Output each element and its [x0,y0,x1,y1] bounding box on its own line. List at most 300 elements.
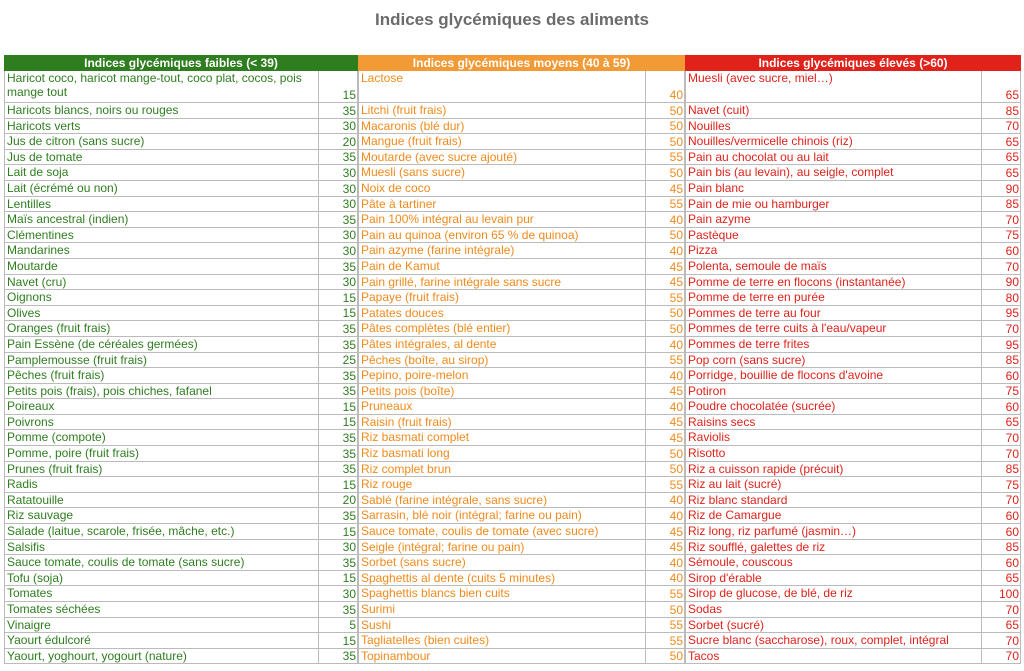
gi-value: 15 [318,633,356,648]
gi-value: 75 [981,384,1019,399]
gi-value: 15 [318,399,356,414]
food-name: Yaourt, yoghourt, yogourt (nature) [7,648,187,663]
food-name: Litchi (fruit frais) [361,103,447,117]
gi-value: 70 [981,649,1019,664]
table-row [5,586,357,602]
table-row [5,399,357,415]
gi-value: 55 [645,290,683,305]
food-name: Sorbet (sans sucre) [361,555,466,570]
table-row [5,477,357,493]
table-row [359,415,684,431]
table-row [359,134,684,150]
table-row [5,633,357,649]
table-row [359,618,684,634]
low-gi-rows [4,71,358,664]
table-row [359,508,684,524]
table-row [5,649,357,665]
food-name: Petits pois (frais), pois chiches, fafanel [7,383,212,398]
gi-value: 50 [645,103,683,118]
gi-value: 35 [318,384,356,399]
food-name: Sémoule, couscous [688,555,793,570]
gi-value: 65 [981,165,1019,180]
table-row [359,571,684,587]
table-row [686,477,1020,493]
table-row [359,462,684,478]
food-name: Pomme, poire (fruit frais) [7,446,140,461]
food-name: Spaghettis al dente (cuits 5 minutes) [361,570,556,585]
gi-value: 65 [981,150,1019,165]
table-row [359,477,684,493]
table-row [5,571,357,587]
gi-value: 50 [645,446,683,461]
food-name: Clémentines [7,227,74,242]
table-row [359,524,684,540]
food-name: Poivrons [7,414,54,429]
food-name: Surimi [361,602,396,616]
gi-value: 85 [981,197,1019,212]
table-row [359,259,684,275]
food-name: Poireaux [7,399,55,414]
table-row [5,555,357,571]
table-row [686,275,1020,291]
page-title: Indices glycémiques des aliments [374,10,649,29]
gi-value: 70 [981,602,1019,617]
table-row [5,493,357,509]
food-name: Haricots verts [7,118,81,133]
gi-value: 30 [318,586,356,601]
table-row [359,337,684,353]
food-name: Haricot coco, haricot mange-tout, coco plat, cocos, pois mange tout [7,71,302,99]
table-row [5,446,357,462]
low-gi-column [4,55,358,664]
food-name: Pommes de terre frites [688,336,810,351]
medium-gi-rows [358,71,685,664]
food-name: Pâtes intégrales, al dente [361,336,497,351]
gi-value: 15 [318,71,356,102]
gi-value: 75 [981,228,1019,243]
food-name: Riz a cuisson rapide (précuit) [688,461,844,476]
food-name: Muesli (avec sucre, miel…) [688,71,833,85]
table-row [686,337,1020,353]
table-row [5,321,357,337]
food-name: Pain azyme [688,212,751,227]
gi-value: 70 [981,119,1019,134]
table-row [686,540,1020,556]
food-name: Raisins secs [688,414,756,429]
gi-value: 60 [981,555,1019,570]
gi-value: 45 [645,259,683,274]
gi-value: 30 [318,275,356,290]
gi-value: 35 [318,321,356,336]
table-row [5,228,357,244]
table-row [686,586,1020,602]
high-gi-column [685,55,1021,664]
table-row [5,430,357,446]
food-name: Pomme de terre en flocons (instantanée) [688,274,906,289]
table-row [686,306,1020,322]
table-row [5,243,357,259]
gi-value: 40 [645,508,683,523]
food-name: Pommes de terre au four [688,305,821,320]
gi-value: 55 [645,197,683,212]
table-row [5,165,357,181]
table-row [5,134,357,150]
food-name: Riz de Camargue [688,508,782,523]
gi-value: 35 [318,462,356,477]
food-name: Moutarde (avec sucre ajouté) [361,149,518,164]
food-name: Patates douces [361,305,444,320]
table-row [359,103,684,119]
table-row [5,71,357,103]
table-row [359,430,684,446]
gi-value: 15 [318,524,356,539]
gi-value: 70 [981,493,1019,508]
table-row [359,119,684,135]
food-name: Pain au chocolat ou au lait [688,149,829,164]
gi-value: 70 [981,212,1019,227]
table-row [686,524,1020,540]
food-name: Ratatouille [7,492,64,507]
food-name: Tacos [688,648,720,663]
gi-value: 40 [645,243,683,258]
food-name: Riz complet brun [361,461,452,476]
gi-value: 45 [645,275,683,290]
food-name: Pizza [688,243,718,258]
food-name: Topinambour [361,648,431,663]
gi-value: 70 [981,259,1019,274]
table-row [359,197,684,213]
food-name: Yaourt édulcoré [7,633,91,648]
food-name: Oranges (fruit frais) [7,321,111,336]
gi-value: 50 [645,602,683,617]
gi-value: 55 [645,633,683,648]
gi-value: 20 [318,134,356,149]
food-name: Poudre chocolatée (sucrée) [688,399,836,414]
gi-value: 35 [318,602,356,617]
food-name: Mangue (fruit frais) [361,134,462,149]
food-name: Sauce tomate, coulis de tomate (sans sucre) [7,555,245,570]
food-name: Raisin (fruit frais) [361,414,452,429]
gi-value: 40 [645,493,683,508]
gi-value: 25 [318,353,356,368]
food-name: Haricots blancs, noirs ou rouges [7,103,179,117]
gi-value: 40 [645,368,683,383]
gi-value: 50 [645,228,683,243]
table-row [359,353,684,369]
food-name: Pommes de terre cuits à l'eau/vapeur [688,321,887,336]
gi-value: 35 [318,103,356,118]
food-name: Pâte à tartiner [361,196,437,211]
gi-value: 85 [981,540,1019,555]
table-row [5,212,357,228]
gi-value: 15 [318,415,356,430]
gi-value: 65 [981,571,1019,586]
gi-value: 30 [318,119,356,134]
gi-value: 15 [318,306,356,321]
table-row [686,181,1020,197]
food-name: Nouilles/vermicelle chinois (riz) [688,134,853,149]
gi-value: 55 [645,150,683,165]
table-row [686,290,1020,306]
food-name: Pop corn (sans sucre) [688,352,806,367]
gi-value: 30 [318,243,356,258]
food-name: Pastèque [688,227,739,242]
table-row [686,649,1020,665]
gi-value: 65 [981,134,1019,149]
table-row [359,275,684,291]
food-name: Macaronis (blé dur) [361,118,465,133]
gi-value: 80 [981,290,1019,305]
food-name: Risotto [688,446,726,461]
table-row [359,368,684,384]
gi-value: 55 [645,477,683,492]
gi-value: 60 [981,399,1019,414]
gi-value: 45 [645,181,683,196]
table-row [5,119,357,135]
table-row [686,618,1020,634]
gi-value: 30 [318,197,356,212]
gi-value: 30 [318,228,356,243]
food-name: Riz rouge [361,477,413,492]
food-name: Olives [7,305,41,320]
food-name: Lait (écrémé ou non) [7,180,118,195]
table-row [359,384,684,400]
food-name: Navet (cuit) [688,103,750,117]
table-row [686,633,1020,649]
food-name: Navet (cru) [7,274,67,289]
food-name: Sodas [688,602,723,616]
gi-value: 100 [981,586,1019,601]
food-name: Vinaigre [7,617,51,632]
gi-value: 15 [318,477,356,492]
food-name: Sauce tomate, coulis de tomate (avec sucre) [361,524,599,539]
food-name: Pain azyme (farine intégrale) [361,243,515,258]
food-name: Sucre blanc (saccharose), roux, complet, intégral [688,633,949,648]
table-row [359,290,684,306]
high-gi-header: Indices glycémiques élevés (>60) [685,55,1021,71]
table-row [686,430,1020,446]
gi-value: 50 [645,649,683,664]
table-row [5,103,357,119]
gi-value: 95 [981,306,1019,321]
table-row [359,649,684,665]
gi-value: 50 [645,306,683,321]
table-row [686,571,1020,587]
gi-value: 35 [318,430,356,445]
gi-value: 60 [981,368,1019,383]
table-row [686,384,1020,400]
table-row [359,228,684,244]
food-name: Porridge, bouillie de flocons d'avoine [688,368,884,383]
gi-value: 35 [318,368,356,383]
table-row [686,353,1020,369]
medium-gi-column [358,55,685,664]
food-name: Petits pois (boîte) [361,383,455,398]
food-name: Riz au lait (sucré) [688,477,782,492]
gi-value: 55 [645,353,683,368]
food-name: Lait de soja [7,165,69,180]
gi-value: 70 [981,446,1019,461]
food-name: Potiron [688,383,727,398]
food-name: Sarrasin, blé noir (intégral; farine ou pain) [361,508,582,523]
gi-value: 90 [981,181,1019,196]
food-name: Pain 100% intégral au levain pur [361,212,534,227]
gi-value: 35 [318,259,356,274]
table-row [5,462,357,478]
food-name: Pain au quinoa (environ 65 % de quinoa) [361,227,579,242]
table-row [359,181,684,197]
food-name: Riz basmati complet [361,430,470,445]
gi-value: 65 [981,71,1019,102]
table-row [5,197,357,213]
gi-value: 60 [981,508,1019,523]
table-row [359,399,684,415]
food-name: Riz long, riz parfumé (jasmin…) [688,524,857,539]
table-row [5,275,357,291]
table-row [359,321,684,337]
food-name: Pain Essène (de céréales germées) [7,336,198,351]
table-row [686,228,1020,244]
table-row [686,259,1020,275]
gi-value: 55 [645,586,683,601]
food-name: Papaye (fruit frais) [361,290,460,305]
food-name: Riz basmati long [361,446,450,461]
table-row [5,353,357,369]
table-row [359,602,684,618]
table-row [686,555,1020,571]
table-row [5,415,357,431]
table-row [686,508,1020,524]
gi-value: 35 [318,212,356,227]
food-name: Pomme (compote) [7,430,106,445]
gi-value: 60 [981,243,1019,258]
gi-value: 50 [645,119,683,134]
food-name: Sablé (farine intégrale, sans sucre) [361,492,548,507]
gi-value: 40 [645,571,683,586]
gi-value: 85 [981,103,1019,118]
gi-value: 70 [981,633,1019,648]
food-name: Raviolis [688,430,731,445]
table-row [359,446,684,462]
food-name: Jus de citron (sans sucre) [7,134,145,149]
table-row [359,306,684,322]
table-row [686,212,1020,228]
table-row [686,150,1020,166]
table-row [359,540,684,556]
table-row [5,259,357,275]
food-name: Pain bis (au levain), au seigle, complet [688,165,894,180]
table-row [5,150,357,166]
gi-value: 60 [981,524,1019,539]
table-row [359,633,684,649]
food-name: Pain grillé, farine intégrale sans sucre [361,274,562,289]
gi-value: 35 [318,555,356,570]
table-row [5,306,357,322]
food-name: Pamplemousse (fruit frais) [7,352,148,367]
food-name: Maïs ancestral (indien) [7,212,129,227]
table-row [359,586,684,602]
gi-value: 30 [318,181,356,196]
gi-value: 40 [645,399,683,414]
gi-value: 45 [645,540,683,555]
food-name: Lentilles [7,196,52,211]
food-name: Riz blanc standard [688,492,788,507]
gi-value: 15 [318,290,356,305]
table-row [686,119,1020,135]
table-row [359,493,684,509]
table-row [5,602,357,618]
food-name: Pain de Kamut [361,258,440,273]
gi-value: 50 [645,134,683,149]
gi-value: 75 [981,477,1019,492]
food-name: Tofu (soja) [7,570,64,585]
table-row [686,399,1020,415]
gi-value: 65 [981,618,1019,633]
gi-value: 70 [981,321,1019,336]
table-row [5,337,357,353]
food-name: Spaghettis blancs bien cuits [361,586,510,601]
gi-value: 35 [318,649,356,664]
food-name: Tomates [7,586,53,601]
food-name: Pêches (boîte, au sirop) [361,352,489,367]
gi-value: 45 [645,430,683,445]
gi-value: 40 [645,555,683,570]
food-name: Pain blanc [688,180,745,195]
table-row [686,462,1020,478]
table-row [686,321,1020,337]
table-row [359,212,684,228]
gi-value: 40 [645,71,683,102]
table-row [359,243,684,259]
food-name: Prunes (fruit frais) [7,461,103,476]
food-name: Sirop de glucose, de blé, de riz [688,586,853,601]
gi-value: 45 [645,415,683,430]
gi-value: 30 [318,165,356,180]
food-name: Riz sauvage [7,508,74,523]
gi-value: 35 [318,337,356,352]
table-row [686,71,1020,103]
gi-value: 50 [645,321,683,336]
table-row [5,368,357,384]
food-name: Sushi [361,617,392,632]
food-name: Pêches (fruit frais) [7,368,105,383]
food-name: Riz soufflé, galettes de riz [688,539,826,554]
table-row [5,540,357,556]
table-row [686,602,1020,618]
table-row [686,103,1020,119]
gi-value: 55 [645,618,683,633]
gi-value: 35 [318,446,356,461]
food-name: Jus de tomate [7,149,83,164]
table-row [5,508,357,524]
food-name: Tagliatelles (bien cuites) [361,633,490,648]
food-name: Salade (laitue, scarole, frisée, mâche, etc.) [7,524,235,539]
gi-value: 65 [981,415,1019,430]
food-name: Moutarde [7,258,58,273]
table-row [5,524,357,540]
gi-value: 50 [645,165,683,180]
gi-value: 45 [645,524,683,539]
food-name: Salsifis [7,539,46,554]
table-row [686,165,1020,181]
gi-value: 40 [645,212,683,227]
gi-value: 35 [318,150,356,165]
gi-value: 5 [318,618,356,633]
gi-value: 30 [318,540,356,555]
table-row [686,493,1020,509]
table-row [5,181,357,197]
food-name: Polenta, semoule de maïs [688,258,827,273]
